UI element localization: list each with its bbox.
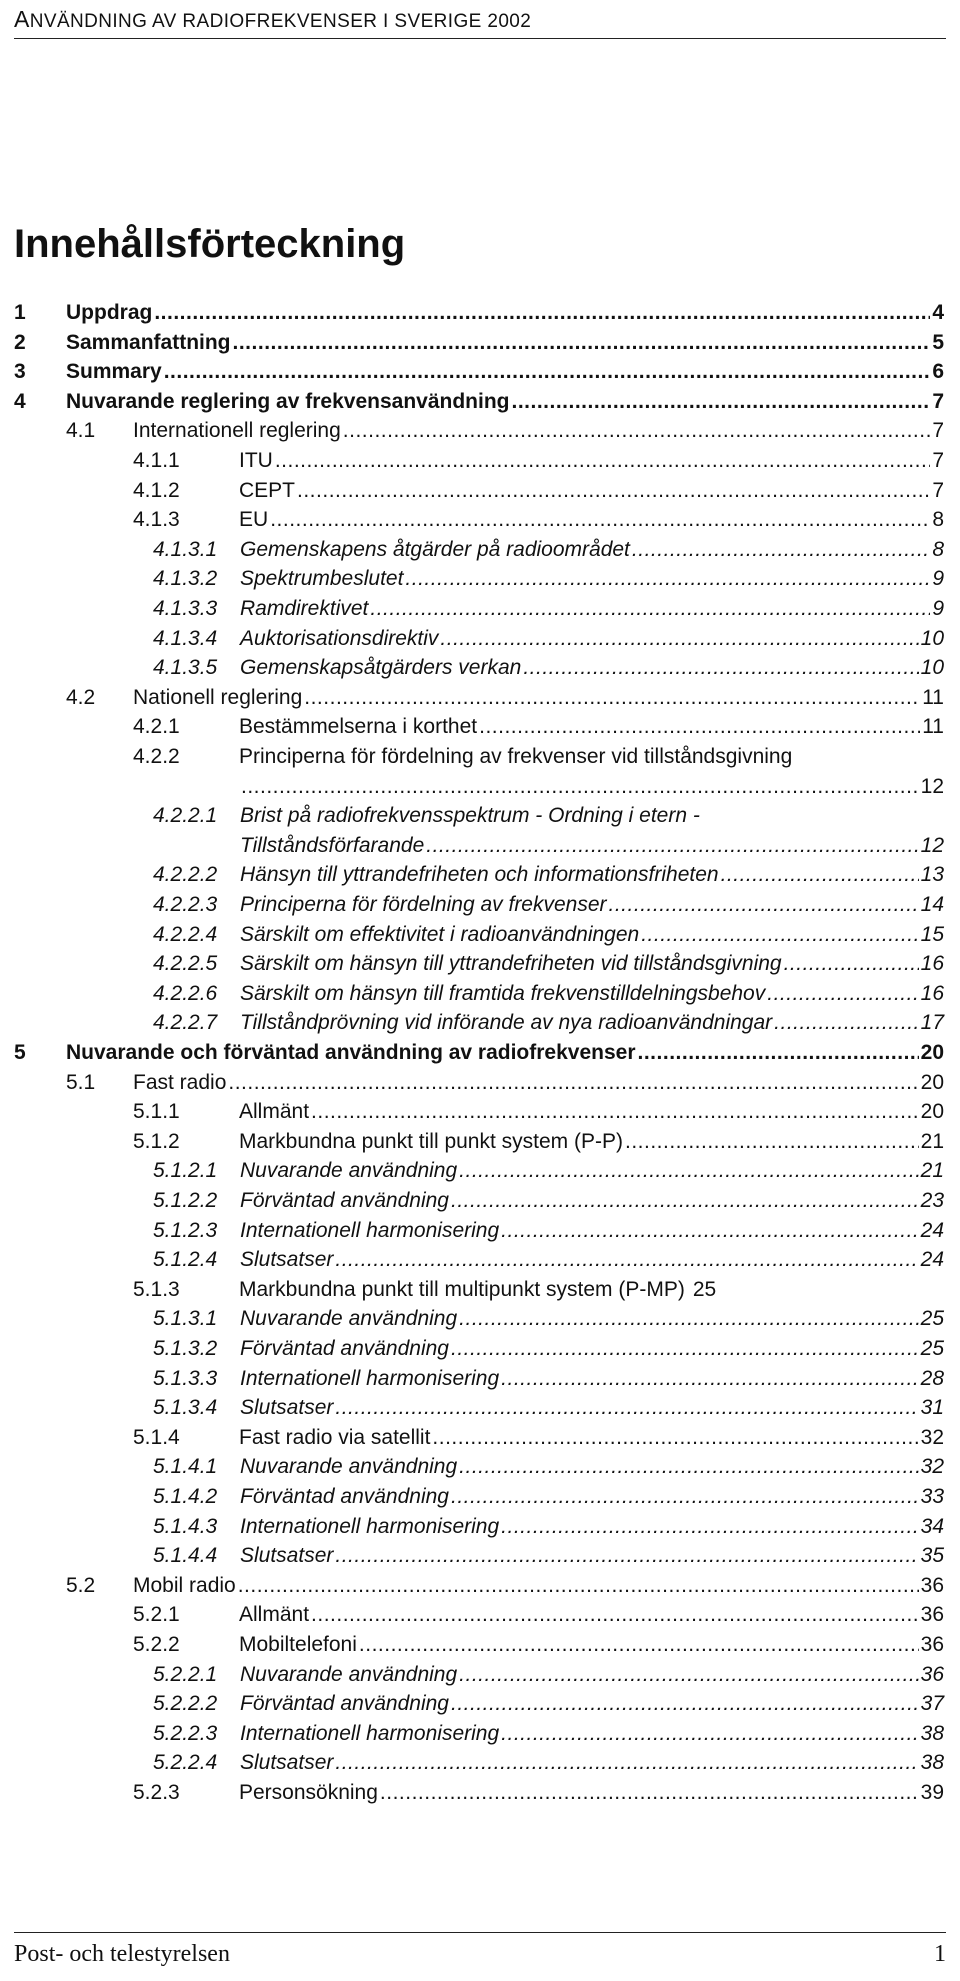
toc-entry-number: 4.2.2.5 xyxy=(153,952,218,976)
toc-leader-dots xyxy=(275,449,930,473)
toc-leader-dots xyxy=(380,1781,919,1805)
toc-entry-page: 21 xyxy=(920,1129,944,1153)
toc-leader-dots xyxy=(641,923,918,947)
toc-entry-title: Internationell harmonisering xyxy=(240,1218,500,1242)
toc-entry-number: 4.1.2 xyxy=(133,478,180,502)
toc-entry[interactable] xyxy=(153,1307,944,1337)
toc-leader-dots xyxy=(343,419,931,443)
toc-entry[interactable] xyxy=(153,567,944,597)
toc-entry-title: CEPT xyxy=(239,478,296,502)
toc-entry-title: Slutsatser xyxy=(240,1396,334,1420)
toc-entry-page: 20 xyxy=(920,1041,944,1064)
toc-entry-number: 1 xyxy=(14,301,26,324)
toc-entry-page: 13 xyxy=(920,863,944,887)
toc-entry-number: 5.1.3.3 xyxy=(153,1366,218,1390)
toc-entry[interactable] xyxy=(153,1367,944,1397)
toc-entry-page: 25 xyxy=(692,1277,717,1301)
toc-entry-number: 5.1.3.2 xyxy=(153,1337,218,1360)
toc-entry-page: 8 xyxy=(932,508,944,532)
toc-entry-title-continued: Tillståndsförfarande xyxy=(240,833,425,857)
toc-entry-page: 38 xyxy=(920,1721,944,1745)
toc-leader-dots xyxy=(335,1248,918,1272)
toc-entry-page: 7 xyxy=(932,419,944,443)
toc-entry-title: Spektrumbeslutet xyxy=(240,567,404,591)
toc-leader-dots xyxy=(501,1722,918,1746)
toc-leader-dots xyxy=(164,360,931,384)
toc-entry-title: Mobiltelefoni xyxy=(239,1633,357,1656)
toc-entry[interactable] xyxy=(14,1041,944,1071)
toc-entry[interactable] xyxy=(133,1603,944,1633)
toc-entry-number: 5.1.4 xyxy=(133,1425,180,1449)
toc-leader-dots xyxy=(241,775,919,799)
toc-entry-page: 10 xyxy=(920,656,944,680)
toc-entry-number: 5.1.4.3 xyxy=(153,1514,218,1538)
toc-entry-number: 4.1.1 xyxy=(133,449,180,472)
toc-entry-title: Mobil radio xyxy=(133,1573,236,1597)
page-footer xyxy=(14,1932,946,1968)
toc-entry[interactable] xyxy=(133,715,944,745)
toc-leader-dots xyxy=(767,982,918,1006)
toc-entry-page: 12 xyxy=(920,774,944,798)
toc-entry[interactable] xyxy=(133,1100,944,1130)
toc-leader-dots xyxy=(721,863,919,887)
toc-entry-number: 4.2.2.2 xyxy=(153,863,218,887)
toc-entry-page: 12 xyxy=(920,833,944,857)
toc-entry[interactable] xyxy=(153,1663,944,1693)
toc-entry[interactable] xyxy=(153,1544,944,1574)
toc-leader-dots xyxy=(370,597,930,621)
toc-entry-page: 7 xyxy=(932,389,944,413)
toc-entry-page: 36 xyxy=(920,1633,944,1656)
toc-entry-page: 14 xyxy=(920,893,944,916)
toc-entry[interactable] xyxy=(153,1722,944,1752)
toc-entry[interactable] xyxy=(153,1692,944,1722)
toc-entry-page: 7 xyxy=(932,478,944,502)
toc-leader-dots xyxy=(451,1189,919,1213)
toc-leader-dots xyxy=(335,1751,918,1775)
toc-entry-page: 15 xyxy=(920,922,944,946)
toc-entry-number: 4.2.2.1 xyxy=(153,804,218,828)
toc-entry[interactable] xyxy=(66,1574,944,1604)
toc-entry-number: 5.1.2.1 xyxy=(153,1159,218,1183)
toc-entry-title: Nuvarande användning xyxy=(240,1455,458,1479)
toc-entry-page: 5 xyxy=(932,330,944,354)
toc-entry-number: 5.1.4.4 xyxy=(153,1544,218,1568)
toc-entry[interactable] xyxy=(153,1455,944,1485)
toc-entry[interactable] xyxy=(153,1189,944,1219)
toc-entry[interactable] xyxy=(153,1485,944,1515)
toc-entry-title: Slutsatser xyxy=(240,1751,334,1775)
toc-entry-title: Bestämmelserna i korthet xyxy=(239,715,478,739)
toc-entry-title: Tillståndprövning vid införande av nya radioanvändningar xyxy=(240,1011,773,1035)
toc-entry-page: 16 xyxy=(920,952,944,976)
toc-entry[interactable] xyxy=(133,449,944,479)
toc-entry-title: Internationell reglering xyxy=(133,419,341,443)
toc-entry-title: Sammanfattning xyxy=(66,330,231,354)
toc-entry-page: 24 xyxy=(920,1218,944,1242)
toc-entry[interactable] xyxy=(153,863,944,893)
toc-entry-number: 5.1 xyxy=(66,1070,96,1094)
toc-entry-number: 4.1.3.5 xyxy=(153,656,218,680)
toc-entry-number: 5.1.2.4 xyxy=(153,1248,218,1272)
toc-entry-page: 37 xyxy=(920,1692,944,1716)
toc-leader-dots xyxy=(335,1544,918,1568)
toc-entry-number: 5.1.1 xyxy=(133,1100,180,1124)
toc-leader-dots xyxy=(479,715,920,739)
toc-entry-title: Hänsyn till yttrandefriheten och informationsfriheten xyxy=(240,863,719,887)
toc-entry[interactable] xyxy=(153,1219,944,1249)
toc-entry-number: 4.2.2.6 xyxy=(153,981,218,1005)
toc-entry[interactable] xyxy=(153,1159,944,1189)
toc-entry-title: Förväntad användning xyxy=(240,1692,449,1716)
toc-entry-number: 4.2.1 xyxy=(133,715,180,739)
toc-entry-title: Personsökning xyxy=(239,1781,378,1804)
toc-entry-title: Nationell reglering xyxy=(133,685,303,709)
toc-entry[interactable] xyxy=(153,627,944,657)
toc-entry-title: Förväntad användning xyxy=(240,1189,449,1212)
toc-entry-page: 20 xyxy=(920,1100,944,1124)
toc-entry-number: 4.2.2.3 xyxy=(153,893,218,916)
toc-leader-dots xyxy=(451,1692,919,1716)
toc-entry-page: 11 xyxy=(922,685,944,709)
toc-leader-dots xyxy=(459,1159,918,1183)
toc-entry-continuation xyxy=(239,775,944,805)
toc-entry-title: Gemenskapens åtgärder på radioområdet xyxy=(240,537,630,561)
toc-entry-number: 4.1 xyxy=(66,419,96,443)
toc-entry[interactable] xyxy=(153,804,944,834)
toc-entry-number: 4 xyxy=(14,389,26,413)
toc-entry-page: 25 xyxy=(920,1307,944,1331)
toc-entry-title: EU xyxy=(239,508,269,532)
toc-entry-page: 36 xyxy=(920,1603,944,1627)
toc-entry-page: 4 xyxy=(932,301,944,324)
toc-entry-number: 4.1.3.1 xyxy=(153,537,218,561)
toc-leader-dots xyxy=(432,1426,918,1450)
toc-entry-title: Allmänt xyxy=(239,1100,310,1124)
header-initial: A xyxy=(14,6,30,32)
toc-entry-page: 36 xyxy=(920,1662,944,1686)
toc-entry[interactable] xyxy=(153,1515,944,1545)
toc-entry-title: Nuvarande användning xyxy=(240,1662,458,1686)
toc-entry-title: Markbundna punkt till punkt system (P-P) xyxy=(239,1129,623,1153)
toc-entry-page: 32 xyxy=(920,1425,944,1449)
toc-entry-page: 7 xyxy=(932,449,944,472)
toc-entry[interactable] xyxy=(14,390,944,420)
toc-entry-title: Förväntad användning xyxy=(240,1485,449,1508)
toc-entry[interactable] xyxy=(66,1071,944,1101)
toc-entry[interactable] xyxy=(14,301,944,331)
toc-entry-title: Fast radio xyxy=(133,1070,227,1094)
toc-entry-page: 33 xyxy=(920,1485,944,1508)
toc-entry[interactable] xyxy=(14,331,944,361)
toc-leader-dots xyxy=(511,390,930,414)
toc-leader-dots xyxy=(270,508,930,532)
toc-entry-title: Internationell harmonisering xyxy=(240,1514,500,1538)
toc-entry[interactable] xyxy=(153,982,944,1012)
toc-entry-number: 2 xyxy=(14,330,26,354)
toc-entry-title: Fast radio via satellit xyxy=(239,1425,431,1449)
toc-leader-dots xyxy=(501,1219,918,1243)
toc-entry-number: 5.1.3.4 xyxy=(153,1396,218,1420)
toc-leader-dots xyxy=(774,1011,918,1035)
toc-entry-page: 31 xyxy=(920,1396,944,1420)
toc-leader-dots xyxy=(784,952,919,976)
toc-entry-page: 10 xyxy=(920,626,944,650)
toc-entry-number: 4.1.3 xyxy=(133,508,180,532)
toc-entry-number: 5.1.3.1 xyxy=(153,1307,218,1331)
toc-entry[interactable] xyxy=(133,1278,944,1308)
toc-entry[interactable] xyxy=(14,360,944,390)
toc-entry-number: 5.2.2 xyxy=(133,1633,180,1656)
toc-entry[interactable] xyxy=(153,1011,944,1041)
toc-leader-dots xyxy=(459,1663,918,1687)
toc-leader-dots xyxy=(440,627,918,651)
toc-entry-title: Auktorisationsdirektiv xyxy=(240,626,439,650)
toc-entry-title: Gemenskapsåtgärders verkan xyxy=(240,656,522,680)
toc-entry-page: 8 xyxy=(932,537,944,561)
toc-entry-title: ITU xyxy=(239,449,273,472)
toc-entry-number: 5.1.2.2 xyxy=(153,1189,218,1212)
footer-publisher: Post- och telestyrelsen xyxy=(14,1941,230,1967)
toc-leader-dots xyxy=(638,1041,919,1065)
toc-leader-dots xyxy=(405,567,930,591)
toc-entry-page: 16 xyxy=(920,981,944,1005)
toc-entry[interactable] xyxy=(153,1337,944,1367)
toc-entry-title: Internationell harmonisering xyxy=(240,1366,500,1390)
toc-leader-dots xyxy=(501,1515,918,1539)
toc-entry[interactable] xyxy=(153,893,944,923)
toc-leader-dots xyxy=(451,1485,919,1509)
toc-entry-title: Nuvarande användning xyxy=(240,1159,458,1183)
toc-entry[interactable] xyxy=(153,1751,944,1781)
toc-entry-page: 6 xyxy=(932,360,944,384)
toc-entry-page: 28 xyxy=(920,1366,944,1390)
toc-entry-page: 25 xyxy=(920,1337,944,1360)
toc-leader-dots xyxy=(459,1455,918,1479)
toc-entry[interactable] xyxy=(133,508,944,538)
toc-entry-number: 4.1.3.3 xyxy=(153,597,218,620)
toc-leader-dots xyxy=(359,1633,919,1657)
toc-entry[interactable] xyxy=(153,656,944,686)
toc-entry-number: 3 xyxy=(14,360,26,384)
toc-entry-page: 21 xyxy=(920,1159,944,1183)
toc-entry-page: 36 xyxy=(920,1573,944,1597)
toc-entry-number: 4.2.2.4 xyxy=(153,922,218,946)
toc-leader-dots xyxy=(426,834,918,858)
toc-leader-dots xyxy=(311,1603,919,1627)
toc-entry-number: 5.2 xyxy=(66,1573,96,1597)
toc-entry[interactable] xyxy=(133,479,944,509)
toc-entry-title: Principerna för fördelning av frekvenser xyxy=(240,893,607,916)
toc-entry[interactable] xyxy=(153,952,944,982)
toc-entry-title: Nuvarande användning xyxy=(240,1307,458,1331)
toc-entry-page: 11 xyxy=(922,715,944,739)
toc-entry[interactable] xyxy=(153,597,944,627)
toc-entry-title: Allmänt xyxy=(239,1603,310,1627)
toc-entry-page: 32 xyxy=(920,1455,944,1479)
toc-entry-number: 4.2.2.7 xyxy=(153,1011,218,1035)
toc-entry[interactable] xyxy=(133,1781,944,1811)
page-title: Innehållsförteckning xyxy=(14,222,406,266)
toc-entry[interactable] xyxy=(66,419,944,449)
toc-leader-dots xyxy=(609,893,919,917)
toc-entry[interactable] xyxy=(153,1396,944,1426)
toc-entry-title: Ramdirektivet xyxy=(240,597,369,620)
toc-entry-title: Uppdrag xyxy=(66,301,153,324)
toc-entry-title: Förväntad användning xyxy=(240,1337,449,1360)
toc-entry-title: Särskilt om hänsyn till framtida frekvenstilldelningsbehov xyxy=(240,981,766,1005)
toc-leader-dots xyxy=(297,479,930,503)
toc-entry-number: 4.2 xyxy=(66,685,96,709)
toc-leader-dots xyxy=(625,1130,919,1154)
toc-entry-number: 5.2.2.2 xyxy=(153,1692,218,1716)
toc-entry-number: 5 xyxy=(14,1041,26,1064)
toc-leader-dots xyxy=(335,1396,918,1420)
toc-entry-title: Slutsatser xyxy=(240,1544,334,1568)
toc-entry-page: 39 xyxy=(920,1781,944,1804)
header-text: NVÄNDNING AV RADIOFREKVENSER I SVERIGE 2002 xyxy=(29,11,532,32)
toc-entry[interactable] xyxy=(153,538,944,568)
toc-entry-title: Nuvarande reglering av frekvensanvändning xyxy=(66,389,510,413)
toc-entry-page: 38 xyxy=(920,1751,944,1775)
toc-leader-dots xyxy=(501,1367,918,1391)
toc-entry-number: 5.2.2.3 xyxy=(153,1721,218,1745)
running-header xyxy=(14,6,946,39)
toc-entry-number: 5.1.2.3 xyxy=(153,1218,218,1242)
toc-entry-page: 34 xyxy=(920,1514,944,1538)
toc-entry-number: 5.2.3 xyxy=(133,1781,180,1804)
toc-entry[interactable] xyxy=(133,1633,944,1663)
toc-entry[interactable] xyxy=(153,923,944,953)
footer-page-number: 1 xyxy=(934,1941,946,1967)
toc-entry[interactable] xyxy=(153,1248,944,1278)
toc-entry-title: Summary xyxy=(66,360,162,384)
toc-entry[interactable] xyxy=(133,745,944,775)
toc-entry-title: Markbundna punkt till multipunkt system (P-MP) xyxy=(239,1277,685,1301)
toc-leader-dots xyxy=(154,301,930,325)
toc-leader-dots xyxy=(228,1071,918,1095)
toc-entry-number: 5.1.3 xyxy=(133,1277,180,1301)
toc-entry-page: 9 xyxy=(932,567,944,591)
toc-leader-dots xyxy=(238,1574,919,1598)
toc-entry-page: 9 xyxy=(932,597,944,620)
toc-entry-number: 5.2.2.4 xyxy=(153,1751,218,1775)
toc-entry-number: 5.2.1 xyxy=(133,1603,180,1627)
toc-entry-page: 17 xyxy=(920,1011,944,1035)
toc-entry-number: 4.1.3.2 xyxy=(153,567,218,591)
toc-leader-dots xyxy=(459,1307,918,1331)
toc-entry-number: 4.1.3.4 xyxy=(153,626,218,650)
toc-entry-page: 23 xyxy=(920,1189,944,1212)
toc-leader-dots xyxy=(632,538,930,562)
toc-entry-number: 5.1.2 xyxy=(133,1129,180,1153)
toc-leader-dots xyxy=(451,1337,919,1361)
toc-entry-title: Brist på radiofrekvensspektrum - Ordning i etern - xyxy=(240,804,700,828)
toc-entry-title: Särskilt om effektivitet i radioanvändningen xyxy=(240,922,640,946)
toc-entry-page: 20 xyxy=(920,1070,944,1094)
toc-entry-number: 5.2.2.1 xyxy=(153,1662,218,1686)
toc-entry-title: Slutsatser xyxy=(240,1248,334,1272)
toc-entry-title: Nuvarande och förväntad användning av radiofrekvenser xyxy=(66,1041,636,1064)
toc-entry-continuation xyxy=(240,834,944,864)
toc-leader-dots xyxy=(311,1100,919,1124)
toc-entry-number: 4.2.2 xyxy=(133,745,180,768)
toc-leader-dots xyxy=(523,656,918,680)
toc-entry[interactable] xyxy=(66,686,944,716)
toc-entry[interactable] xyxy=(133,1426,944,1456)
toc-entry-page: 35 xyxy=(920,1544,944,1568)
toc-entry-title: Principerna för fördelning av frekvenser vid tillståndsgivning xyxy=(239,745,793,768)
toc-leader-dots xyxy=(233,331,931,355)
toc-entry-number: 5.1.4.1 xyxy=(153,1455,218,1479)
toc-entry-title: Särskilt om hänsyn till yttrandefriheten vid tillståndsgivning xyxy=(240,952,782,976)
toc-entry[interactable] xyxy=(133,1130,944,1160)
toc-entry-page: 24 xyxy=(920,1248,944,1272)
toc-entry-title: Internationell harmonisering xyxy=(240,1721,500,1745)
toc-entry-number: 5.1.4.2 xyxy=(153,1485,218,1508)
toc-leader-dots xyxy=(304,686,920,710)
